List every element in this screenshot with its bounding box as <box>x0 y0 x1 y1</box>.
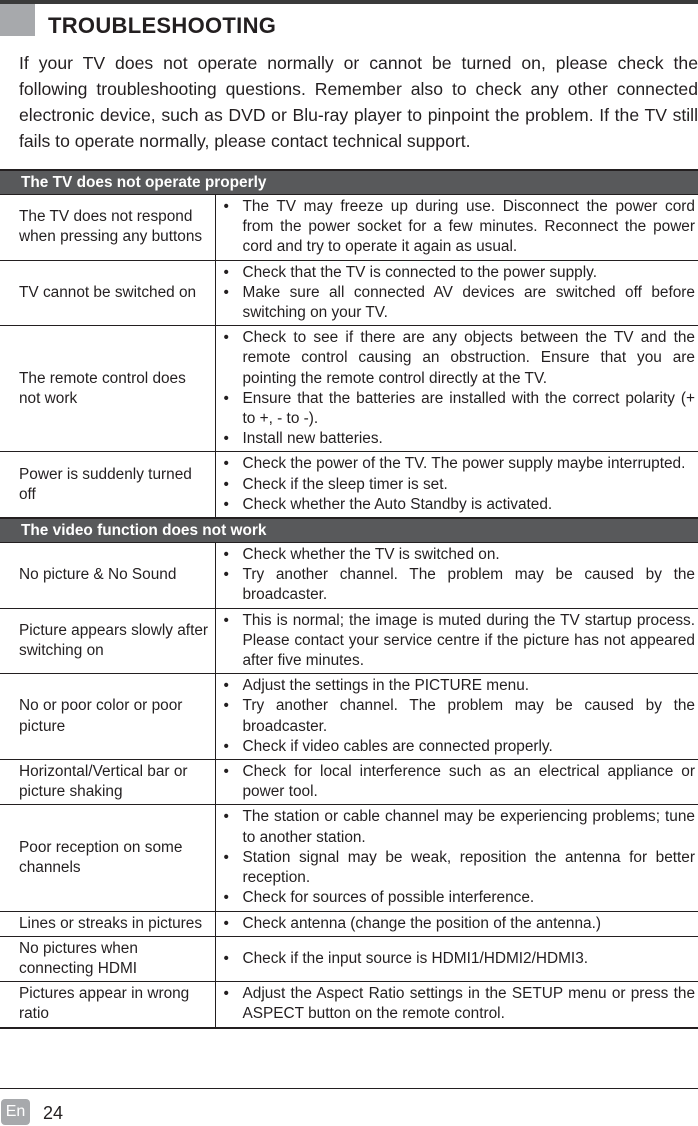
problem-cell: Poor reception on some channels <box>0 805 215 911</box>
problem-cell: No or poor color or poor picture <box>0 674 215 760</box>
table-row <box>0 805 698 911</box>
solution-item: • Check antenna (change the position of the antenna.) <box>224 914 696 934</box>
solution-item: • Ensure that the batteries are installed with the correct polarity (+ to +, - to -). <box>224 389 696 429</box>
solution-list <box>224 676 696 757</box>
solution-item: • Adjust the Aspect Ratio settings in the SETUP menu or press the ASPECT button on the remote control. <box>224 984 696 1024</box>
solution-cell <box>215 543 698 609</box>
solution-item: • Adjust the settings in the PICTURE menu. <box>224 676 696 696</box>
solution-cell <box>215 195 698 261</box>
problem-cell: Horizontal/Vertical bar or picture shaking <box>0 760 215 805</box>
solution-list <box>224 762 696 802</box>
problem-cell: No picture & No Sound <box>0 543 215 609</box>
solution-cell <box>215 674 698 760</box>
solution-item: • Check if the sleep timer is set. <box>224 475 696 495</box>
problem-cell: The remote control does not work <box>0 326 215 452</box>
solution-item: • Check to see if there are any objects between the TV and the remote control causing an obstruction. Ensure that you are pointing the remote control directly at the TV. <box>224 328 696 389</box>
table-row <box>0 195 698 261</box>
problem-cell: The TV does not respond when pressing any buttons <box>0 195 215 261</box>
table-row <box>0 543 698 609</box>
problem-cell: No pictures when connecting HDMI <box>0 936 215 981</box>
solution-list <box>224 914 696 934</box>
solution-list <box>224 263 696 324</box>
solution-item: • Make sure all connected AV devices are switched off before switching on your TV. <box>224 283 696 323</box>
solution-item: • This is normal; the image is muted during the TV startup process. Please contact your service centre if the picture has not appeared after five minutes. <box>224 611 696 672</box>
section-header-row <box>0 170 698 195</box>
solution-cell <box>215 911 698 936</box>
title-marker-block <box>0 4 35 36</box>
table-row <box>0 260 698 326</box>
solution-list <box>224 984 696 1024</box>
problem-cell: Pictures appear in wrong ratio <box>0 982 215 1028</box>
problem-cell: Picture appears slowly after switching on <box>0 608 215 674</box>
section-header-row <box>0 518 698 543</box>
solution-item: • Check for local interference such as an electrical appliance or power tool. <box>224 762 696 802</box>
page-title: TROUBLESHOOTING <box>48 13 277 38</box>
solution-list <box>224 454 696 515</box>
table-row <box>0 326 698 452</box>
solution-item: • Check if video cables are connected properly. <box>224 737 696 757</box>
table-row <box>0 674 698 760</box>
solution-list <box>224 197 696 258</box>
solution-cell <box>215 760 698 805</box>
solution-item: • Station signal may be weak, reposition the antenna for better reception. <box>224 848 696 888</box>
solution-item: • Check for sources of possible interference. <box>224 888 696 908</box>
solution-item: • The TV may freeze up during use. Disconnect the power cord from the power socket for a few minutes. Reconnect the power cord and try to operate it again as usual. <box>224 197 696 258</box>
footer-rule <box>0 1088 698 1089</box>
troubleshooting-table-body <box>0 170 698 1028</box>
problem-cell: TV cannot be switched on <box>0 260 215 326</box>
table-row <box>0 608 698 674</box>
solution-item: • The station or cable channel may be experiencing problems; tune to another station. <box>224 807 696 847</box>
language-badge: En <box>1 1099 30 1125</box>
solution-cell <box>215 982 698 1028</box>
solution-item: • Install new batteries. <box>224 429 696 449</box>
intro-paragraph: If your TV does not operate normally or cannot be turned on, please check the following troubleshooting questions. Remember also to check any other connected electronic device, such as DVD or Blu-ray player to pinpoint the problem. If the TV still fails to operate normally, please contact technical support. <box>19 53 698 151</box>
solution-cell <box>215 326 698 452</box>
solution-cell <box>215 608 698 674</box>
solution-list <box>224 328 696 449</box>
solution-cell <box>215 260 698 326</box>
solution-list <box>224 611 696 672</box>
solution-list <box>224 545 696 606</box>
solution-item: • Try another channel. The problem may be caused by the broadcaster. <box>224 696 696 736</box>
troubleshooting-table <box>0 169 698 1029</box>
solution-item: • Check that the TV is connected to the power supply. <box>224 263 696 283</box>
solution-list <box>224 949 696 969</box>
solution-list <box>224 807 696 908</box>
table-row <box>0 936 698 981</box>
solution-item: • Check whether the TV is switched on. <box>224 545 696 565</box>
solution-item: • Check if the input source is HDMI1/HDMI2/HDMI3. <box>224 949 696 969</box>
section-heading: The TV does not operate properly <box>0 170 698 195</box>
problem-cell: Lines or streaks in pictures <box>0 911 215 936</box>
table-row <box>0 452 698 518</box>
page-number: 24 <box>43 1103 64 1123</box>
top-rule <box>0 0 698 4</box>
table-row <box>0 760 698 805</box>
table-row <box>0 982 698 1028</box>
section-heading: The video function does not work <box>0 518 698 543</box>
solution-item: • Check whether the Auto Standby is activated. <box>224 495 696 515</box>
solution-cell <box>215 452 698 518</box>
solution-item: • Try another channel. The problem may be caused by the broadcaster. <box>224 565 696 605</box>
table-row <box>0 911 698 936</box>
problem-cell: Power is suddenly turned off <box>0 452 215 518</box>
solution-cell <box>215 805 698 911</box>
solution-cell <box>215 936 698 981</box>
solution-item: • Check the power of the TV. The power supply maybe interrupted. <box>224 454 696 474</box>
